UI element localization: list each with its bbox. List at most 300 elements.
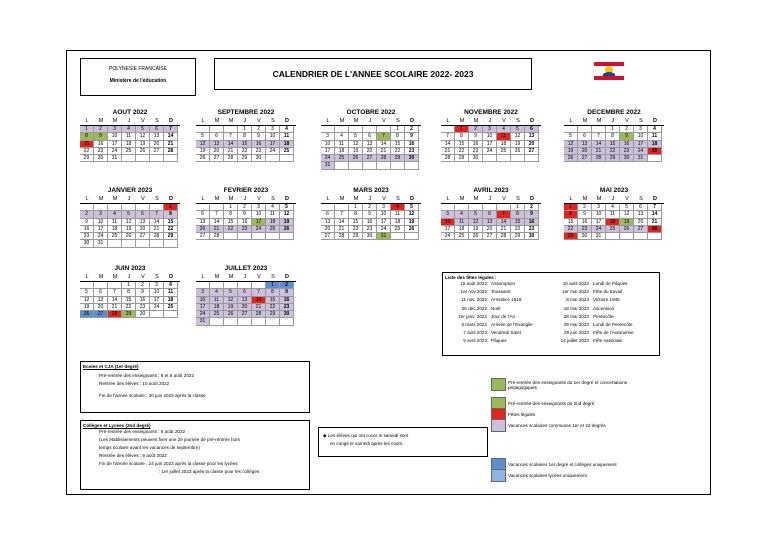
org-name: POLYNESIE FRANCAISE — [109, 66, 167, 72]
day-cell: 19 — [136, 141, 150, 148]
day-cell — [578, 126, 592, 133]
day-cell: 6 — [136, 211, 150, 218]
weekday-label: J — [127, 118, 131, 124]
holiday-row — [443, 321, 659, 329]
day-cell: 6 — [210, 133, 224, 140]
month-calendar — [321, 108, 421, 170]
holiday-field: 29 juin 2023 — [563, 330, 589, 336]
weekday-label: M — [459, 118, 465, 124]
weekday-header — [196, 273, 296, 281]
day-cell: 12 — [196, 141, 210, 148]
organization-box — [80, 58, 196, 96]
day-cell — [606, 233, 620, 240]
day-cell: 15 — [455, 141, 469, 148]
day-cell: 9 — [469, 133, 483, 140]
day-cell: 19 — [280, 219, 294, 226]
month-calendar — [196, 264, 296, 326]
day-cell: 1 — [238, 126, 252, 133]
day-cell — [164, 311, 178, 318]
weekday-label: J — [611, 118, 615, 124]
weekday-label: S — [516, 196, 520, 202]
day-cell: 29 — [564, 233, 578, 240]
day-cell: 16 — [363, 219, 377, 226]
month-title: JANVIER 2023 — [107, 187, 153, 194]
weekday-header — [564, 195, 664, 203]
day-cell: 5 — [280, 204, 294, 211]
month-title: FEVRIER 2023 — [223, 187, 269, 194]
day-cell: 21 — [441, 148, 455, 155]
day-cell: 24 — [94, 233, 108, 240]
holiday-field: 18 mai 2023 — [563, 305, 589, 311]
day-cell: 30 — [363, 233, 377, 240]
weekday-label: D — [410, 118, 414, 124]
legend-item — [491, 469, 587, 482]
holiday-field: Assomption — [491, 281, 516, 286]
day-cell: 20 — [238, 304, 252, 311]
day-cell: 12 — [349, 141, 363, 148]
day-cell: 30 — [469, 155, 483, 162]
day-cell: 7 — [252, 289, 266, 296]
day-cell: 23 — [94, 148, 108, 155]
day-cell: 28 — [150, 233, 164, 240]
holiday-field: Jour de l'An — [491, 313, 516, 319]
day-cell: 1 — [122, 282, 136, 289]
day-cell: 27 — [483, 233, 497, 240]
day-cell: 21 — [592, 148, 606, 155]
holiday-field: Noël — [491, 305, 501, 311]
day-cell: 10 — [108, 133, 122, 140]
day-cell: 6 — [150, 126, 164, 133]
day-cell — [648, 155, 662, 162]
weekday-label: M — [596, 118, 602, 124]
day-cell: 16 — [405, 141, 419, 148]
weekday-header — [80, 273, 180, 281]
day-cell — [150, 311, 164, 318]
day-cell: 9 — [252, 133, 266, 140]
day-cell: 18 — [497, 141, 511, 148]
day-cell: 24 — [321, 155, 335, 162]
day-cell: 7 — [210, 211, 224, 218]
day-cell: 7 — [648, 204, 662, 211]
day-cell — [469, 204, 483, 211]
day-cell: 7 — [150, 211, 164, 218]
day-cell: 3 — [634, 126, 648, 133]
day-cell: 19 — [620, 219, 634, 226]
weekday-label: V — [141, 196, 145, 202]
day-cell: 3 — [441, 211, 455, 218]
day-cell: 1 — [349, 204, 363, 211]
weekday-label: V — [257, 118, 261, 124]
weekday-header — [80, 117, 180, 125]
day-cell: 27 — [94, 311, 108, 318]
day-cell — [592, 126, 606, 133]
day-cell: 21 — [224, 148, 238, 155]
day-cell: 3 — [150, 282, 164, 289]
day-cell: 25 — [266, 226, 280, 233]
day-cell — [108, 282, 122, 289]
day-cell: 12 — [224, 297, 238, 304]
day-cell: 12 — [136, 133, 150, 140]
day-cell: 6 — [634, 204, 648, 211]
weekday-label: M — [112, 196, 118, 202]
holiday-field: 7 avril 2023 — [463, 330, 487, 336]
day-cell: 11 — [280, 133, 294, 140]
day-cell: 25 — [455, 233, 469, 240]
weekday-label: V — [141, 274, 145, 280]
weekday-label: M — [112, 274, 118, 280]
holiday-field: 11 nov. 2022 — [461, 297, 487, 303]
ecoles-line: Rentrée des élèves : 10 août 2022 — [99, 381, 170, 386]
holiday-field: Ascension — [593, 305, 615, 311]
legend-label: Fêtes légales — [508, 412, 536, 417]
day-cell — [511, 155, 525, 162]
day-cell: 23 — [136, 304, 150, 311]
weekday-label: L — [201, 196, 205, 202]
day-cell: 16 — [525, 219, 539, 226]
day-cell: 31 — [108, 155, 122, 162]
holiday-row — [443, 337, 659, 345]
day-cell: 22 — [164, 226, 178, 233]
day-cell: 31 — [377, 233, 391, 240]
weekday-label: M — [582, 196, 588, 202]
day-cell: 1 — [511, 204, 525, 211]
day-cell: 8 — [564, 211, 578, 218]
day-cell: 3 — [377, 204, 391, 211]
day-cell: 26 — [196, 155, 210, 162]
weekday-header — [321, 117, 421, 125]
day-cell — [136, 204, 150, 211]
weekday-label: J — [243, 274, 247, 280]
day-cell: 27 — [321, 233, 335, 240]
day-cell: 31 — [592, 233, 606, 240]
day-cell: 9 — [238, 211, 252, 218]
ecoles-line: Pré-rentrée des enseignants : 8 et 9 août 2022 — [99, 373, 195, 378]
day-cell: 1 — [391, 126, 405, 133]
day-cell: 6 — [578, 133, 592, 140]
day-cell: 20 — [363, 148, 377, 155]
holiday-field: Arrivée de l'Evangile — [491, 321, 533, 327]
month-title: JUIN 2023 — [114, 265, 146, 272]
day-cell: 2 — [94, 126, 108, 133]
day-cell: 26 — [122, 233, 136, 240]
day-cell: 4 — [648, 126, 662, 133]
day-cell: 4 — [455, 211, 469, 218]
month-title: JUILLET 2023 — [224, 265, 268, 272]
day-grid — [441, 125, 541, 162]
day-cell — [497, 155, 511, 162]
weekday-label: L — [569, 196, 573, 202]
day-cell: 24 — [150, 304, 164, 311]
day-cell: 30 — [620, 155, 634, 162]
day-cell: 8 — [266, 289, 280, 296]
day-grid — [80, 281, 180, 318]
day-cell: 5 — [196, 133, 210, 140]
day-cell: 11 — [122, 133, 136, 140]
day-cell: 14 — [648, 211, 662, 218]
day-cell: 15 — [564, 219, 578, 226]
day-cell: 24 — [483, 148, 497, 155]
holiday-field: Pentecôte — [593, 313, 614, 319]
holiday-field: Lundi de Pentecôte — [593, 321, 633, 327]
day-cell: 18 — [210, 304, 224, 311]
holiday-field: 5 mars 2023 — [461, 321, 487, 327]
day-cell: 4 — [210, 289, 224, 296]
day-cell — [252, 318, 266, 325]
weekday-label: J — [243, 118, 247, 124]
day-cell — [441, 204, 455, 211]
day-cell: 8 — [349, 211, 363, 218]
day-cell: 2 — [405, 126, 419, 133]
day-cell — [405, 233, 419, 240]
day-cell: 27 — [238, 311, 252, 318]
day-cell: 28 — [164, 148, 178, 155]
day-cell: 21 — [210, 226, 224, 233]
day-cell: 2 — [280, 282, 294, 289]
holiday-field: 28 mai 2023 — [563, 313, 589, 319]
weekday-label: D — [653, 196, 657, 202]
day-cell: 4 — [164, 282, 178, 289]
day-cell — [377, 126, 391, 133]
day-cell: 14 — [164, 133, 178, 140]
bullet-icon: ◆ — [323, 433, 327, 438]
weekday-header — [321, 195, 421, 203]
day-cell: 4 — [108, 211, 122, 218]
day-cell: 6 — [196, 211, 210, 218]
day-cell: 30 — [280, 311, 294, 318]
day-cell: 15 — [224, 219, 238, 226]
day-cell: 13 — [578, 141, 592, 148]
day-cell: 29 — [122, 311, 136, 318]
day-cell: 7 — [592, 133, 606, 140]
day-cell: 18 — [648, 141, 662, 148]
day-cell: 2 — [136, 282, 150, 289]
day-cell: 3 — [592, 204, 606, 211]
day-cell: 17 — [108, 141, 122, 148]
day-cell — [122, 240, 136, 247]
day-cell: 10 — [321, 141, 335, 148]
note-line: en congé le samedi après les cours. — [330, 441, 404, 446]
day-cell: 18 — [164, 297, 178, 304]
day-cell — [238, 233, 252, 240]
colleges-line: Rentrée des élèves : 9 août 2022 — [99, 453, 167, 458]
day-cell: 19 — [349, 148, 363, 155]
day-cell: 21 — [252, 304, 266, 311]
day-cell — [280, 318, 294, 325]
day-cell: 27 — [634, 226, 648, 233]
day-cell: 26 — [349, 155, 363, 162]
day-cell: 2 — [620, 126, 634, 133]
weekday-label: S — [639, 196, 643, 202]
day-cell: 17 — [634, 141, 648, 148]
day-cell: 24 — [252, 226, 266, 233]
day-cell: 8 — [606, 133, 620, 140]
day-cell — [483, 204, 497, 211]
day-cell: 13 — [363, 141, 377, 148]
day-cell: 22 — [122, 304, 136, 311]
weekday-label: L — [326, 196, 330, 202]
weekday-header — [80, 195, 180, 203]
day-cell: 6 — [525, 126, 539, 133]
day-cell: 26 — [224, 311, 238, 318]
day-cell: 12 — [122, 219, 136, 226]
weekday-label: S — [639, 118, 643, 124]
weekday-label: M — [339, 196, 345, 202]
day-grid — [441, 203, 541, 240]
day-cell — [335, 162, 349, 169]
day-cell: 5 — [511, 126, 525, 133]
day-cell: 26 — [280, 226, 294, 233]
holiday-field: Vendredi Saint — [491, 330, 521, 336]
holiday-field: 8 mai 2023 — [566, 297, 589, 303]
holiday-field: Fête de l'Autonomie — [593, 330, 634, 336]
day-cell — [210, 126, 224, 133]
day-cell: 7 — [224, 133, 238, 140]
month-calendar — [80, 108, 180, 162]
day-cell: 16 — [578, 219, 592, 226]
day-cell: 19 — [122, 226, 136, 233]
weekday-label: V — [502, 118, 506, 124]
day-cell: 20 — [94, 304, 108, 311]
colleges-line: (Les établissements peuvent fixer une 2è journée de pré-rentrée hors — [99, 437, 240, 442]
colleges-line: : 1er juillet 2023 après la classe pour les collèges — [159, 469, 260, 474]
weekday-label: J — [243, 196, 247, 202]
day-cell — [108, 204, 122, 211]
day-cell — [122, 204, 136, 211]
day-cell: 3 — [196, 289, 210, 296]
weekday-label: J — [488, 118, 492, 124]
weekday-label: V — [625, 196, 629, 202]
day-cell: 24 — [266, 148, 280, 155]
day-cell: 22 — [349, 226, 363, 233]
day-cell: 24 — [634, 148, 648, 155]
day-cell: 7 — [108, 289, 122, 296]
day-cell: 17 — [592, 219, 606, 226]
day-cell: 30 — [94, 155, 108, 162]
day-cell: 5 — [122, 211, 136, 218]
weekday-label: S — [396, 118, 400, 124]
day-cell — [224, 126, 238, 133]
day-cell: 9 — [405, 133, 419, 140]
day-cell — [210, 204, 224, 211]
day-cell: 12 — [280, 211, 294, 218]
day-cell: 29 — [349, 233, 363, 240]
month-title: MARS 2023 — [353, 187, 389, 194]
weekday-label: M — [596, 196, 602, 202]
day-cell: 23 — [363, 226, 377, 233]
month-calendar — [321, 186, 421, 240]
day-cell: 1 — [224, 204, 238, 211]
legend-swatch — [491, 469, 506, 482]
month-calendar — [441, 186, 541, 240]
day-cell — [80, 204, 94, 211]
weekday-header — [441, 117, 541, 125]
day-cell: 22 — [391, 148, 405, 155]
day-cell: 26 — [469, 233, 483, 240]
holiday-row — [443, 288, 659, 296]
month-calendar — [441, 108, 541, 162]
month-title: NOVEMBRE 2022 — [464, 109, 518, 116]
day-grid — [321, 203, 421, 240]
day-cell: 12 — [511, 133, 525, 140]
holiday-field: 14 juillet 2023 — [560, 338, 589, 344]
day-cell: 28 — [224, 155, 238, 162]
day-cell: 19 — [511, 141, 525, 148]
day-cell: 3 — [483, 126, 497, 133]
day-cell — [280, 155, 294, 162]
day-cell: 17 — [196, 304, 210, 311]
day-cell: 10 — [94, 219, 108, 226]
weekday-label: D — [530, 118, 534, 124]
day-cell: 7 — [164, 126, 178, 133]
weekday-label: D — [285, 118, 289, 124]
weekday-label: L — [85, 196, 89, 202]
day-cell: 17 — [266, 141, 280, 148]
day-cell: 29 — [606, 155, 620, 162]
day-cell — [224, 282, 238, 289]
day-cell: 19 — [564, 148, 578, 155]
holiday-field: 29 mai 2023 — [563, 321, 589, 327]
weekday-label: J — [488, 196, 492, 202]
day-cell: 21 — [497, 226, 511, 233]
day-cell: 15 — [122, 297, 136, 304]
day-cell: 14 — [497, 219, 511, 226]
day-cell: 26 — [620, 226, 634, 233]
weekday-label: M — [353, 118, 359, 124]
day-cell: 5 — [469, 211, 483, 218]
day-cell: 16 — [238, 219, 252, 226]
legend-item — [491, 419, 606, 432]
day-cell: 26 — [136, 148, 150, 155]
legend-label: Vacances scolaires lycées uniquement — [508, 473, 587, 478]
weekday-label: D — [410, 196, 414, 202]
holiday-field: 10 avril 2023 — [562, 281, 589, 286]
day-cell: 20 — [196, 226, 210, 233]
day-cell: 11 — [210, 297, 224, 304]
month-calendar — [196, 108, 296, 162]
day-cell: 16 — [280, 297, 294, 304]
day-cell — [441, 126, 455, 133]
day-cell: 12 — [564, 141, 578, 148]
day-cell: 28 — [592, 155, 606, 162]
day-cell: 28 — [335, 233, 349, 240]
holiday-field: Armistice 1918 — [491, 297, 522, 303]
weekday-label: M — [214, 274, 220, 280]
day-cell: 18 — [280, 141, 294, 148]
weekday-label: L — [85, 118, 89, 124]
day-cell: 7 — [441, 133, 455, 140]
month-calendar — [564, 108, 664, 162]
legend-label: Pré-rentrée des enseignants du 2nd degré — [508, 401, 595, 406]
day-cell — [136, 240, 150, 247]
day-cell: 10 — [634, 133, 648, 140]
weekday-header — [564, 117, 664, 125]
day-cell: 10 — [150, 289, 164, 296]
day-cell: 23 — [578, 226, 592, 233]
day-cell: 28 — [377, 155, 391, 162]
day-cell — [349, 162, 363, 169]
day-cell — [321, 204, 335, 211]
legend-label: Vacances scolaires communes 1er et 2d degrés — [508, 423, 606, 428]
weekday-label: S — [396, 196, 400, 202]
day-cell: 18 — [122, 141, 136, 148]
day-cell: 17 — [321, 148, 335, 155]
day-cell — [634, 233, 648, 240]
day-cell: 14 — [441, 141, 455, 148]
day-cell: 26 — [511, 148, 525, 155]
month-title: SEPTEMBRE 2022 — [217, 109, 275, 116]
day-cell: 14 — [150, 219, 164, 226]
day-cell: 5 — [136, 126, 150, 133]
